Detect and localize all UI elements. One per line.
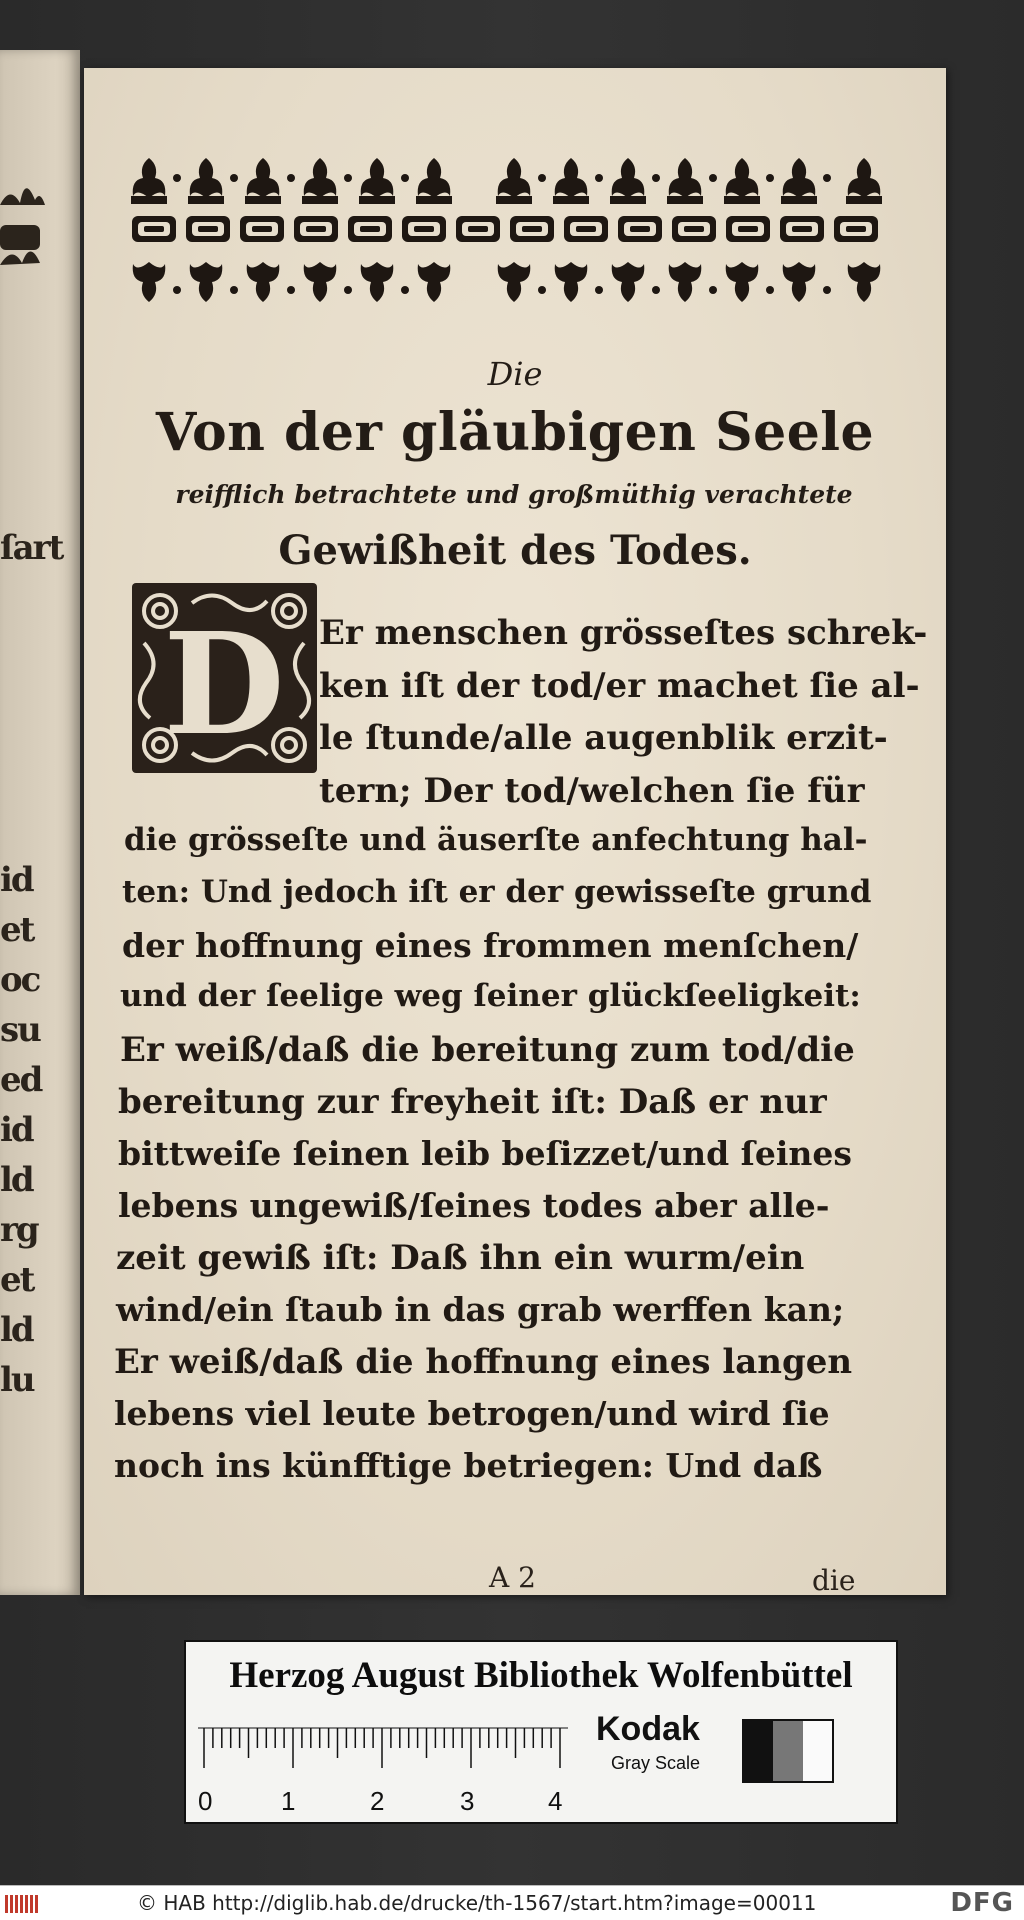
gray-scale-label: Gray Scale [611,1753,701,1773]
ruler-number: 0 [198,1786,213,1816]
swatch-white [803,1721,832,1781]
ruler-number: 1 [281,1786,296,1816]
body-line: Er menschen grösseſtes schrek- [319,613,928,653]
signature-mark: A 2 [489,1561,536,1594]
footer-copyright-link[interactable]: © HAB http://diglib.hab.de/drucke/th-1567/start.htm?image=00011 [137,1891,817,1915]
ruler-number: 2 [370,1786,385,1816]
left-fragment-text: lu [0,1360,34,1400]
body-line: lebens ungewiß/ſeines todes aber alle- [118,1186,830,1225]
left-fragment-text: ſart [0,528,63,568]
headpiece-ornament [124,150,904,315]
kodak-brand: Kodak [596,1710,700,1748]
body-line: zeit gewiß iſt: Daß ihn ein wurm/ein [116,1238,805,1278]
body-line: le ſtunde/alle augenblik erzit- [319,718,888,758]
initial-letter-glyph: D [163,603,285,767]
body-line: ten: Und jedoch iſt er der gewisseſte grund [122,874,872,910]
page-title-end: Gewißheit des Todes. [278,527,752,574]
body-line: bittweiſe ſeinen leib beſizzet/und ſeines [118,1134,852,1173]
body-line: die grösseſte und äuserſte anfechtung hal- [124,822,868,858]
body-line: bereitung zur freyheit iſt: Daß er nur [118,1082,827,1122]
decorated-initial-letter [132,583,317,773]
heading-die: Die [487,355,543,393]
ruler-number: 4 [548,1786,563,1816]
left-page-edge [0,50,80,1595]
body-line: ken iſt der tod/er machet ſie al- [319,666,920,706]
body-line: noch ins künfftige betriegen: Und daß [114,1446,823,1485]
body-line: lebens viel leute betrogen/und wird ſie [114,1394,830,1433]
gray-swatches [742,1719,834,1783]
left-fragment-text: ld [0,1310,33,1350]
footer-bar [0,1885,1024,1920]
body-line: Er weiß/daß die bereitung zum tod/die [120,1030,855,1070]
left-fragment-text: id [0,1110,33,1150]
dfg-logo: DFG [950,1888,1014,1918]
page-subtitle: reifflich betrachtete und großmüthig verachtete [175,480,853,509]
body-line: und der ſeelige weg ſeiner glückſeeligkeit: [120,978,861,1014]
left-fragment-text: su [0,1010,40,1050]
left-fragment-text: ed [0,1060,42,1100]
library-name: Herzog August Bibliothek Wolfenbüttel [229,1655,853,1696]
swatch-black [744,1721,773,1781]
body-line: wind/ein ſtaub in das grab werffen kan; [116,1290,845,1329]
left-fragment-text: ld [0,1160,33,1200]
library-color-card [184,1640,898,1824]
body-line: tern; Der tod/welchen ſie für [319,771,865,811]
ruler-number: 3 [460,1786,475,1816]
body-line: Er weiß/daß die hoffnung eines langen [114,1342,853,1382]
swatch-gray [773,1721,802,1781]
left-fragment-text: rg [0,1210,38,1250]
left-fragment-text: id [0,860,33,900]
catchword: die [812,1564,856,1597]
page-title: Von der gläubigen Seele [155,402,875,463]
left-ornament-fragment [0,145,80,265]
left-fragment-text: et [0,1260,34,1300]
body-line: der hoffnung eines frommen menſchen/ [122,926,859,965]
book-page [84,68,946,1595]
left-fragment-text: et [0,910,34,950]
ruler-scale [198,1722,578,1817]
hab-logo-icon [4,1893,40,1915]
left-fragment-text: oc [0,960,40,1000]
